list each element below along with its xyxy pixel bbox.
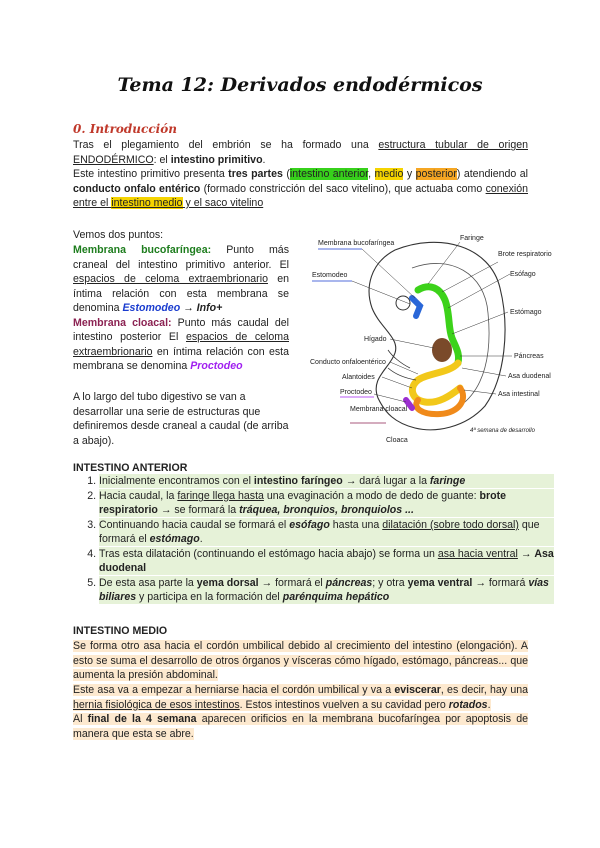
page-title: Tema 12: Derivados endodérmicos [117, 74, 483, 96]
medio-paragraph-3: Al final de la 4 semana aparecen orificios en la membrana bucofaríngea por apoptosis de manera que esta se abre. [73, 713, 528, 740]
along-paragraph: A lo largo del tubo digestivo se van a desarrollar una serie de estructuras que definiremos desde craneal a caudal (de arriba a abajo). [73, 391, 289, 447]
label-alantoides: Alantoides [342, 374, 375, 381]
label-higado: Hígado [364, 336, 387, 343]
label-proctodeo: Proctodeo [340, 389, 372, 396]
embryo-figure [300, 228, 552, 446]
label-membrana-cloacal: Membrana cloacal [350, 406, 408, 413]
bucopharyngeal-membrane-shape [412, 298, 420, 316]
intro-paragraph-1: Tras el plegamiento del embrión se ha formado una estructura tubular de origen ENDODÉRMICO: el intestino primitivo. [73, 139, 528, 166]
intro-paragraph-2: Este intestino primitivo presenta tres partes (intestino anterior, medio y posterior) atendiendo al conducto onfalo entérico (formado constricción del saco vitelino), que actuaba como conexión entre el intestino medio y el saco vitelino [73, 168, 528, 209]
label-asa-intestinal: Asa intestinal [498, 391, 540, 398]
list-item: 1. Inicialmente encontramos con el intestino faríngeo → dará lugar a la faringe [99, 474, 554, 488]
label-brote-respiratorio: Brote respiratorio [498, 251, 552, 258]
label-faringe: Faringe [460, 235, 484, 242]
list-item: 4. Tras esta dilatación (continuando el estómago hacia abajo) se forma un asa hacia ventral → Asa duodenal [99, 547, 554, 575]
label-estomodeo: Estomodeo [312, 272, 348, 279]
label-membrana-bucofaringea: Membrana bucofaríngea [318, 240, 395, 247]
label-pancreas: Páncreas [514, 353, 544, 360]
midgut-shape [412, 363, 460, 402]
points-lead: Vemos dos puntos: [73, 229, 164, 241]
liver-shape [432, 338, 452, 362]
intro-heading: 0. Introducción [73, 122, 177, 136]
label-esofago: Esófago [510, 271, 536, 278]
list-item: 3. Continuando hacia caudal se formará el esófago hasta una dilatación (sobre todo dorsal) que formará el estómago. [99, 518, 554, 546]
label-estomago: Estómago [510, 309, 542, 316]
label-cloaca: Cloaca [386, 437, 408, 444]
membrana-bucofaringea-text: Membrana bucofaríngea: Punto más craneal del intestino primitivo anterior. El espacios de celoma extraembrionario en íntima relación con esta membrana se denomina Estomodeo → Info+ Membrana cloacal: Punto más caudal del intestino posterior El espacios de celoma extraembrionario en íntima relación con esta membrana se denomina Proctodeo [73, 244, 289, 372]
medio-heading: INTESTINO MEDIO [73, 625, 168, 637]
medio-paragraph-1: Se forma otro asa hacia el cordón umbilical debido al crecimiento del intestino (elongación). A esto se suma el desarrollo de otros órganos y vísceras cómo hígado, estómago, páncreas... que aumenta la presión abdominal. [73, 640, 528, 681]
list-item: 2. Hacia caudal, la faringe llega hasta una evaginación a modo de dedo de guante: brote respiratorio → se formará la tráquea, bronquios, bronquiolos ... [99, 489, 554, 517]
label-semana: 4ª semana de desarrollo [470, 428, 535, 434]
list-item: 5. De esta asa parte la yema dorsal → formará el páncreas; y otra yema ventral → formará vías biliares y participa en la formación del parénquima hepático [99, 576, 554, 604]
umbilical-stalk [388, 350, 416, 380]
label-conducto-onfaloenterico: Conducto onfaloentérico [310, 359, 386, 366]
medio-paragraph-2: Este asa va a empezar a herniarse hacia el cordón umbilical y va a eviscerar, es decir, hay una hernia fisiológica de esos intestinos. Estos intestinos vuelven a su cavidad pero rotados. [73, 684, 529, 711]
label-asa-duodenal: Asa duodenal [508, 373, 551, 380]
anterior-heading: INTESTINO ANTERIOR [73, 462, 188, 474]
anterior-list [73, 474, 554, 605]
